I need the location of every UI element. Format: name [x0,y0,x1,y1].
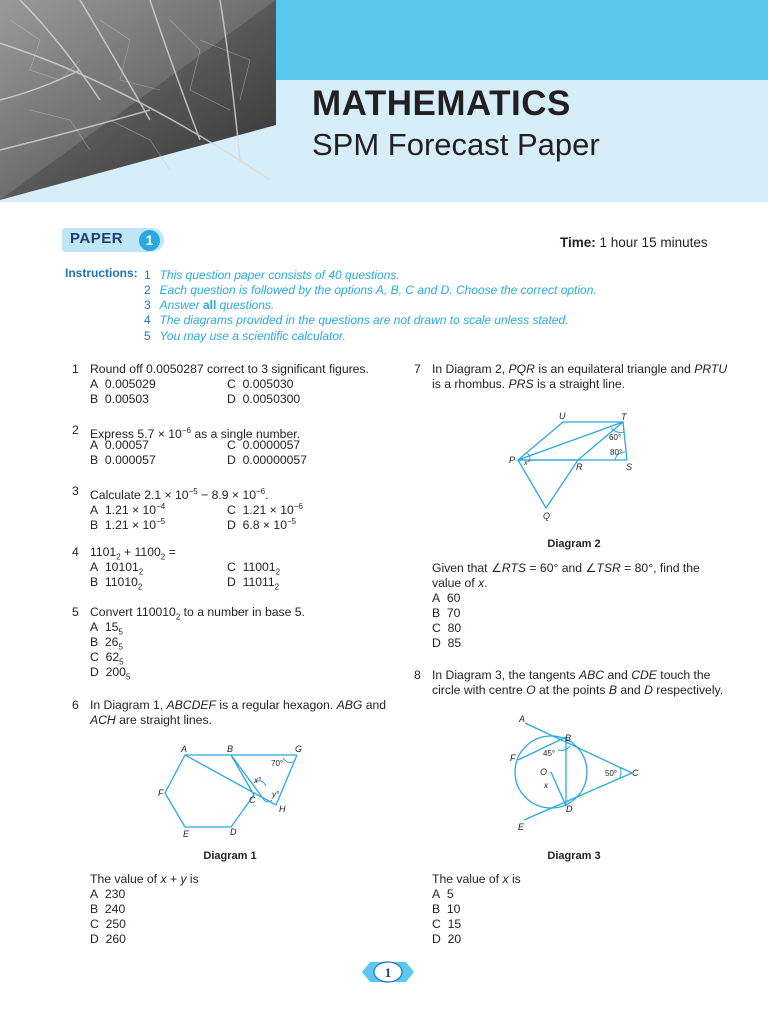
diagram1-label-f: F [158,788,164,798]
diagram1-label-x: x° [254,776,262,785]
text-italic: B [608,683,617,697]
option-b-value: 70 [446,606,461,620]
instruction-text-pre: Answer [159,298,203,312]
diagram3-label-x: x [544,781,548,790]
base-subscript: 2 [116,552,121,562]
diagram3-label-d: D [566,804,573,814]
text: is a straight line. [533,377,626,391]
line-fb [518,737,566,760]
option-d-value: 20 [447,932,462,946]
diagram-2-caption: Diagram 2 [547,538,601,550]
option-d: D 85 [432,636,462,650]
diagram-3 [505,710,650,835]
time-label: Time: [560,235,596,250]
diagram2-angle-80: 80° [610,448,623,457]
text-italic: ABG [336,698,363,712]
q4-term-2: + 1100 [120,545,161,559]
option-b: B $11010_2$ [90,575,143,592]
instruction-number: 5 [144,329,151,343]
text: at the points [535,683,609,697]
option-a: A 230 [90,887,126,901]
option-a: A 60 [432,591,461,605]
text-italic: ABC [579,668,605,682]
question-number: 4 [72,545,79,559]
diagram3-label-f: F [510,753,516,763]
question-text [432,872,521,887]
leaf-photo-image [0,0,276,200]
option-d: D 0.00000057 [227,453,307,467]
base-subscript: 2 [137,582,143,592]
q4-term-3: = [165,545,176,559]
diagram3-label-o: O [540,767,548,777]
hexagon-abcdef [165,755,254,827]
text-italic: PRS [508,377,534,391]
text-italic: y [180,872,187,886]
option-a-value: 60 [446,591,461,605]
question-number: 1 [72,362,79,376]
question-text-line-2 [90,713,212,728]
question-text-line-2 [432,576,488,591]
option-d-value: 260 [105,932,126,946]
instruction-text: Each question is followed by the options A, B, C and D. Choose the correct option. [159,283,597,297]
text: is [508,872,521,886]
diagram2-label-x: x° [524,460,531,467]
option-a-value: 230 [104,887,126,901]
base-subscript: 2 [274,582,280,592]
diagram3-angle-45: 45° [543,749,556,758]
option-c: C 80 [432,621,462,635]
text: = 80°, find the [620,561,700,575]
exponent: −5 [286,517,297,526]
option-a-base: 1.21 × 10 [104,503,157,518]
q5-text-1: Convert 110010 [90,605,176,619]
question-text-line-1 [432,362,727,377]
diagram3-label-a: A [519,714,526,724]
exponent: −6 [256,487,266,496]
text: is a rhombus. [432,377,509,391]
option-b-value: 240 [104,902,126,916]
option-c: C $1.21 \times 10^{-6}$ [227,502,303,518]
option-b: B $26_5$ [90,635,123,652]
option-b: B 0.00503 [90,392,149,406]
option-b: B 0.000057 [90,453,156,467]
text: The value of [90,872,161,886]
base-subscript: 5 [118,642,123,652]
option-b-base: 1.21 × 10 [104,518,157,533]
instruction-text: The diagrams provided in the questions are not drawn to scale unless stated. [159,313,569,327]
text: is [186,872,199,886]
option-d: D 0.0050300 [227,392,301,406]
text-italic: CDE [631,668,657,682]
option-c: C 0.0000057 [227,438,301,452]
option-c-value: 0.005030 [242,377,294,391]
question-number: 7 [414,362,421,376]
instruction-text-post: questions. [216,298,275,312]
option-a-value: 0.00057 [104,438,149,452]
question-text [90,872,199,887]
option-d: D 20 [432,932,462,946]
diagram1-label-e: E [183,829,190,839]
text: In Diagram 1, [90,698,167,712]
question-text-b: − 8.9 × 10 [197,488,256,503]
option-c: C 250 [90,917,126,931]
time-allowed [560,235,708,250]
instructions-title: Instructions: [65,266,138,280]
tangent-cde [524,773,632,820]
page-subtitle: SPM Forecast Paper [312,127,600,162]
text-italic: PQR [508,362,535,376]
base-subscript: 2 [275,567,281,577]
text: + [166,872,181,886]
question-text-line-1 [432,668,710,683]
option-b: B $1.21 \times 10^{-5}$ [90,517,166,533]
text: and [362,698,387,712]
option-c-base: 1.21 × 10 [242,503,294,518]
question-text-line-2 [432,683,723,698]
page-number: 1 [384,965,392,980]
base-subscript: 2 [175,612,181,622]
text-italic: D [644,683,653,697]
line-ts [623,422,627,460]
question-text: Round off 0.0050287 correct to 3 significant figures. [90,362,369,376]
diagram3-label-e: E [518,822,525,832]
option-a: A 0.00057 [90,438,149,452]
instruction-text: You may use a scientific calculator. [159,329,346,343]
text: In Diagram 3, the tangents [432,668,580,682]
base-subscript: 5 [118,627,123,637]
option-b-value: 11010 [104,575,138,589]
option-d-value: 0.00000057 [242,453,307,467]
text: . [484,576,488,590]
question-text-line-1 [432,561,700,576]
diagram1-label-y: y° [272,790,280,799]
option-a-value: 10101 [104,560,139,574]
option-c-value: 80 [447,621,462,635]
option-c: C $11001_2$ [227,560,281,577]
diagram2-label-r: R [576,462,583,472]
instruction-text [160,298,275,312]
text: circle with centre [432,683,527,697]
page-number-badge [362,960,414,984]
option-b-value: 26 [104,635,119,649]
base-subscript: 2 [160,552,166,562]
option-a-value: 15 [104,620,119,634]
option-c-value: 0.0000057 [242,438,301,452]
text: = 60° and ∠ [526,561,597,575]
exponent: −5 [188,487,198,496]
base-subscript: 5 [125,672,131,682]
diagram-1 [150,740,310,840]
text: value of [432,576,479,590]
diagram2-label-t: T [621,412,627,422]
diagram2-label-u: U [559,411,566,421]
option-a: A 5 [432,887,454,901]
text: are straight lines. [115,713,212,727]
diagram1-label-d: D [230,827,237,837]
question-number: 2 [72,423,79,437]
option-b-value: 0.000057 [104,453,156,467]
exponent: −5 [156,517,166,526]
question-text-line-2 [432,377,625,392]
paper-number: 1 [139,230,160,251]
option-c-value: 250 [105,917,126,931]
text-italic: TSR [596,561,621,575]
diagram-3-caption: Diagram 3 [547,850,601,862]
diagram3-label-b: B [565,733,572,743]
option-a: A $15_5$ [90,620,123,637]
question-text-a: Calculate 2.1 × 10 [90,488,189,503]
instruction-text: This question paper consists of 40 questions. [159,268,400,282]
text-italic: x [478,576,485,590]
time-value: 1 hour 15 minutes [599,235,708,250]
option-c: C 15 [432,917,462,931]
exponent: −6 [293,502,303,511]
option-d-base: 6.8 × 10 [242,518,287,533]
option-d: D $11011_2$ [227,575,280,592]
option-d-value: 85 [447,636,462,650]
diagram1-label-b: B [227,744,234,754]
diagram3-angle-50: 50° [605,769,618,778]
option-a-value: 5 [446,887,454,901]
option-d: D $6.8 \times 10^{-5}$ [227,517,297,533]
option-d-value: 200 [105,665,126,679]
header-accent-band [275,0,768,80]
text-italic: RTS [501,561,527,575]
diagram1-label-a: A [181,744,188,754]
option-c-value: 62 [105,650,120,664]
diagram2-angle-60: 60° [609,433,622,442]
diagram-1-caption: Diagram 1 [203,850,257,862]
option-a: A $10101_2$ [90,560,144,577]
text-italic: ABCDEF [166,698,216,712]
text: is a regular hexagon. [215,698,337,712]
q4-term-1: 1101 [90,545,117,559]
diagonal-pt [518,422,623,460]
text: and [604,668,632,682]
option-d-value: 0.0050300 [242,392,301,406]
base-subscript: 2 [138,567,144,577]
text: In Diagram 2, [432,362,509,376]
diagram2-label-s: S [626,462,633,472]
option-c: C 0.005030 [227,377,294,391]
diagram1-label-c: C [249,795,256,805]
exponent: −4 [156,502,166,511]
instruction-text-bold: all [202,298,217,312]
option-b: B 10 [432,902,461,916]
tangent-abc [525,723,632,773]
instruction-number: 3 [144,298,151,312]
text-italic: ACH [90,713,116,727]
option-c-value: 15 [447,917,462,931]
q5-text-2: to a number in base 5. [180,605,305,619]
question-number: 5 [72,605,79,619]
text-italic: x [502,872,509,886]
diagram2-label-q: Q [543,511,551,521]
option-b-value: 10 [446,902,461,916]
option-b-value: 0.00503 [104,392,149,406]
question-text-line-1 [90,698,386,713]
text: The value of [432,872,503,886]
question-number: 3 [72,484,79,498]
page-title: MATHEMATICS [312,84,571,123]
diagram1-label-g: G [295,744,303,754]
option-d-value: 11011 [242,575,275,589]
text: is an equilateral triangle and [534,362,695,376]
option-a: A $1.21 \times 10^{-4}$ [90,502,166,518]
option-a-value: 0.005029 [104,377,156,391]
diagram2-label-p: P [509,455,516,465]
option-c: C $62_5$ [90,650,124,667]
base-subscript: 5 [119,657,124,667]
option-d: D 260 [90,932,126,946]
diagram1-label-h: H [279,804,286,814]
instruction-number: 4 [144,313,151,327]
question-number: 8 [414,668,421,682]
diagram3-label-c: C [632,768,639,778]
instruction-5 [144,327,346,345]
triangle-pqr [518,460,578,508]
question-text-c: . [265,488,269,503]
question-text-pre: Express 5.7 × 10 [90,427,182,442]
diagram1-angle-70: 70° [271,759,284,768]
option-d: D $200_5$ [90,665,131,682]
text-italic: x [160,872,167,886]
text: respectively. [652,683,724,697]
text: Given that ∠ [432,561,502,575]
instruction-number: 1 [144,268,151,282]
exponent: −6 [181,426,191,435]
paper-label: PAPER [70,230,124,247]
text-italic: O [526,683,536,697]
question-number: 6 [72,698,79,712]
text: touch the [656,668,711,682]
line-od [551,772,566,806]
option-b: B 70 [432,606,461,620]
text-italic: PRTU [694,362,728,376]
question-text-post: as a single number. [190,427,301,442]
instruction-number: 2 [144,283,151,297]
diagram-2 [500,405,650,525]
text: and [616,683,645,697]
option-c-value: 11001 [242,560,276,574]
option-a: A 0.005029 [90,377,156,391]
option-b: B 240 [90,902,126,916]
